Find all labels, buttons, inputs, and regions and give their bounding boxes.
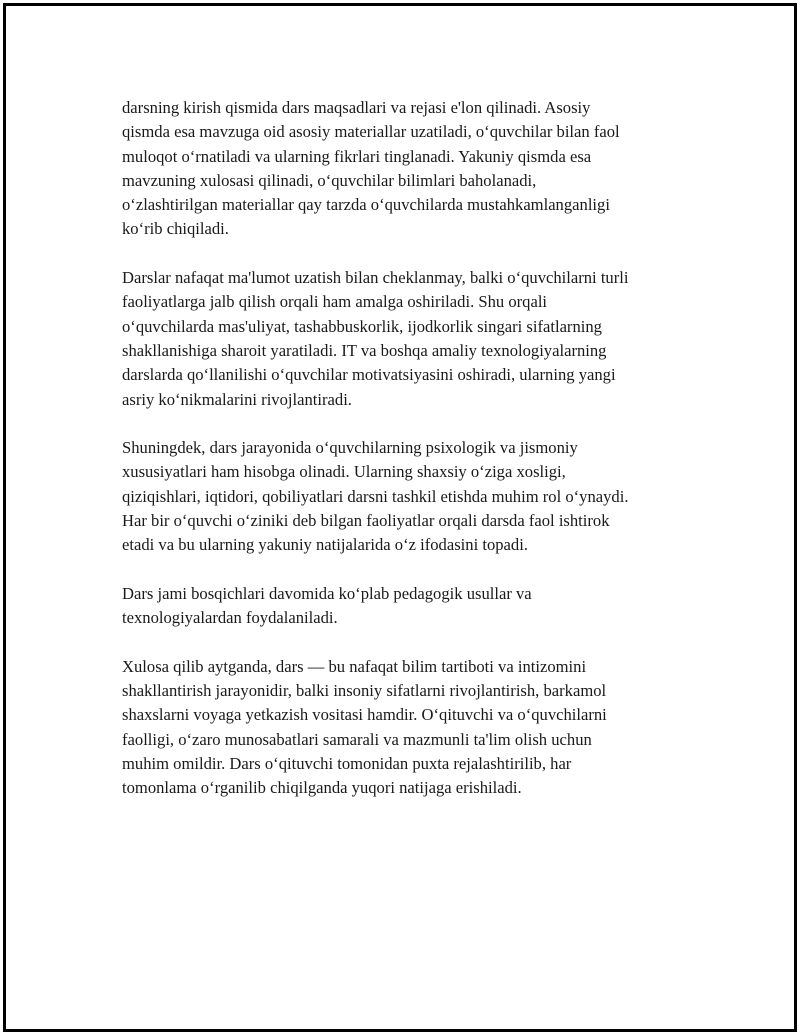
paragraph-student-activities: Darslar nafaqat ma'lumot uzatish bilan cheklanmay, balki o‘quvchilarni turli faoliyatlarga jalb qilish orqali ham amalga oshiriladi. Shu orqali o‘quvchilarda mas'uliyat, tashabbuskorlik, ijodkorlik singari sifatlarning shakllanishiga sharoit yaratiladi. IT va boshqa amaliy texnologiyalarning darslarda qo‘llanilishi o‘quvchilar motivatsiyasini oshiradi, ularning yangi asriy ko‘nikmalarini rivojlantiradi.: [122, 268, 629, 409]
paragraph-conclusion: Xulosa qilib aytganda, dars — bu nafaqat bilim tartiboti va intizomini shakllantirish jarayonidir, balki insoniy sifatlarni rivojlantirish, barkamol shaxslarni voyaga yetkazish vositasi hamdir. O‘qituvchi va o‘quvchilarni faolligi, o‘zaro munosabatlari samarali va mazmunli ta'lim olish uchun muhim omildir. Dars o‘qituvchi tomonidan puxta rejalashtirilib, har tomonlama o‘rganilib chiqilganda yuqori natijaga erishiladi.: [122, 656, 607, 798]
page-frame: [3, 3, 797, 1032]
paragraph-lesson-structure: darsning kirish qismida dars maqsadlari va rejasi e'lon qilinadi. Asosiy qismda esa mavzuga oid asosiy materiallar uzatiladi, o‘quvchilar bilan faol muloqot o‘rnatiladi va ularning fikrlari tinglanadi. Yakuniy qismda esa mavzuning xulosasi qilinadi, o‘quvchilar bilimlari baholanadi, o‘zlashtirilgan materiallar qay tarzda o‘quvchilarda mustahkamlanganligi ko‘rib chiqiladi.: [122, 98, 620, 239]
paragraph-pedagogical-methods: Dars jami bosqichlari davomida ko‘plab pedagogik usullar va texnologiyalardan foydalaniladi.: [122, 583, 532, 628]
paragraph-student-characteristics: Shuningdek, dars jarayonida o‘quvchilarning psixologik va jismoniy xususiyatlari ham hisobga olinadi. Ularning shaxsiy o‘ziga xosligi, qiziqishlari, iqtidori, qobiliyatlari darsni tashkil etishda muhim rol o‘ynaydi. Har bir o‘quvchi o‘ziniki deb bilgan faoliyatlar orqali darsda faol ishtirok etadi va bu ularning yakuniy natijalarida o‘z ifodasini topadi.: [122, 438, 629, 555]
page-body: [122, 96, 692, 825]
